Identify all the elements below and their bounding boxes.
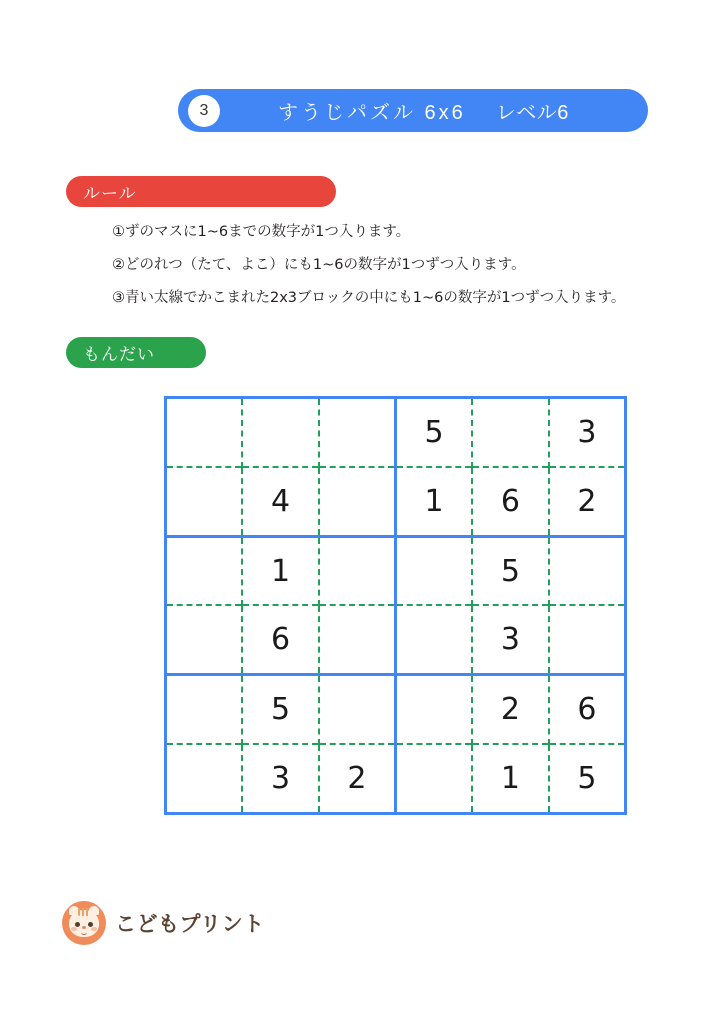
sudoku-cell-empty[interactable] — [395, 744, 472, 813]
sudoku-cell-empty[interactable] — [549, 536, 626, 605]
sudoku-cell-empty[interactable] — [166, 536, 243, 605]
sudoku-cell-given[interactable]: 6 — [242, 605, 319, 674]
footer-brand-logo — [62, 901, 265, 945]
cat-mascot-icon — [62, 901, 106, 945]
sudoku-grid-table — [164, 396, 627, 815]
problem-section-badge — [66, 337, 206, 368]
rules-section-badge — [66, 176, 336, 207]
sudoku-cell-empty[interactable] — [319, 536, 396, 605]
sudoku-cell-empty[interactable] — [166, 398, 243, 467]
sudoku-cell-empty[interactable] — [166, 467, 243, 536]
sudoku-cell-given[interactable]: 2 — [319, 744, 396, 813]
sudoku-cell-empty[interactable] — [472, 398, 549, 467]
sudoku-cell-empty[interactable] — [319, 467, 396, 536]
sudoku-cell-empty[interactable] — [395, 675, 472, 744]
rules-badge-label: ルール — [83, 184, 137, 203]
sudoku-cell-given[interactable]: 4 — [242, 467, 319, 536]
sudoku-cell-given[interactable]: 5 — [395, 398, 472, 467]
sudoku-cell-empty[interactable] — [166, 675, 243, 744]
sudoku-row — [166, 605, 626, 674]
sudoku-grid[interactable] — [164, 396, 624, 812]
cat-nose-icon — [82, 926, 86, 929]
sudoku-cell-empty[interactable] — [166, 744, 243, 813]
sudoku-cell-empty[interactable] — [166, 605, 243, 674]
sudoku-row — [166, 467, 626, 536]
sudoku-cell-empty[interactable] — [549, 605, 626, 674]
sudoku-cell-given[interactable]: 5 — [549, 744, 626, 813]
rules-list — [112, 216, 672, 315]
sudoku-row — [166, 675, 626, 744]
rule-item-3: ③青い太線でかこまれた2x3ブロックの中にも1~6の数字が1つずつ入ります。 — [112, 290, 626, 306]
rule-item-2: ②どのれつ（たて、よこ）にも1~6の数字が1つずつ入ります。 — [112, 257, 526, 273]
sudoku-cell-given[interactable]: 5 — [472, 536, 549, 605]
sudoku-cell-empty[interactable] — [395, 605, 472, 674]
sudoku-cell-empty[interactable] — [395, 536, 472, 605]
sudoku-cell-empty[interactable] — [319, 398, 396, 467]
sudoku-cell-given[interactable]: 5 — [242, 675, 319, 744]
sudoku-cell-empty[interactable] — [319, 675, 396, 744]
sudoku-row — [166, 398, 626, 467]
sudoku-cell-given[interactable]: 3 — [549, 398, 626, 467]
sudoku-cell-empty[interactable] — [319, 605, 396, 674]
problem-badge-label: もんだい — [83, 345, 155, 364]
page-header-bar — [178, 89, 648, 132]
cat-stripes-icon — [78, 908, 90, 916]
sudoku-cell-given[interactable]: 3 — [242, 744, 319, 813]
rule-item-1: ①ずのマスに1~6までの数字が1つ入ります。 — [112, 224, 411, 240]
sudoku-cell-given[interactable]: 6 — [549, 675, 626, 744]
sudoku-cell-given[interactable]: 3 — [472, 605, 549, 674]
sudoku-cell-given[interactable]: 1 — [395, 467, 472, 536]
sudoku-cell-given[interactable]: 1 — [472, 744, 549, 813]
sudoku-cell-given[interactable]: 2 — [472, 675, 549, 744]
cat-eye-left-icon — [75, 922, 80, 927]
cat-mouth-icon — [81, 930, 87, 935]
cat-cheek-right-icon — [91, 927, 97, 931]
cat-cheek-left-icon — [71, 927, 77, 931]
sudoku-cell-given[interactable]: 2 — [549, 467, 626, 536]
sudoku-grid-body — [166, 398, 626, 814]
sudoku-cell-empty[interactable] — [242, 398, 319, 467]
page-title: すうじパズル 6x6 — [278, 102, 466, 124]
brand-name-label: こどもプリント — [115, 912, 265, 936]
page-number-badge: 3 — [188, 95, 220, 127]
sudoku-cell-given[interactable]: 6 — [472, 467, 549, 536]
sudoku-cell-given[interactable]: 1 — [242, 536, 319, 605]
sudoku-row — [166, 536, 626, 605]
difficulty-level-label: レベル6 — [495, 102, 569, 124]
sudoku-row — [166, 744, 626, 813]
